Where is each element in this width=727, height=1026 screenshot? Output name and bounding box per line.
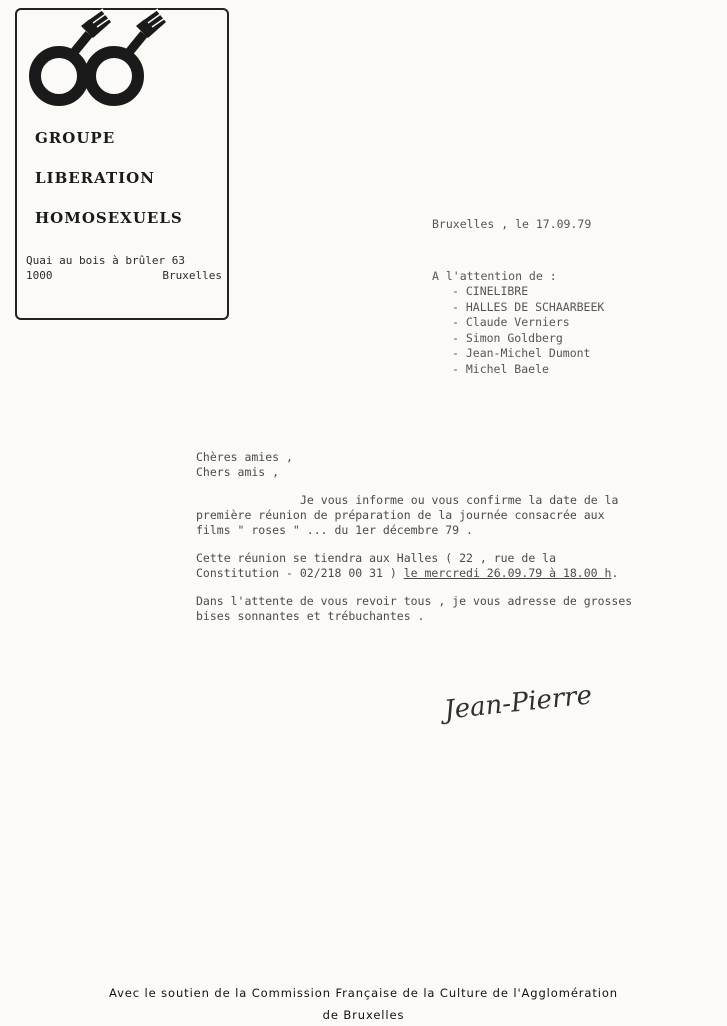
organization-name — [35, 118, 183, 238]
recipient-item: - Claude Verniers — [452, 315, 570, 329]
recipient-item: - Jean-Michel Dumont — [452, 346, 591, 360]
address-city: Bruxelles — [162, 269, 222, 282]
salutation-line-1: Chères amies , — [196, 450, 293, 464]
letterhead-box — [15, 8, 229, 320]
address-street-row — [26, 253, 222, 268]
org-name-line-2 — [35, 158, 183, 198]
recipient-item: - HALLES DE SCHAARBEEK — [452, 299, 605, 314]
body-paragraph-3: Dans l'attente de vous revoir tous , je vous adresse de grosses bises sonnantes et trébuchantes . — [196, 594, 633, 623]
org-name-word: HOMOSEXUELS — [35, 209, 183, 227]
address-street: Quai au bois à brûler 63 — [26, 254, 185, 267]
attention-block — [432, 268, 604, 377]
paragraph-2-end: . — [611, 566, 619, 580]
org-name-word: LIBERATION — [35, 169, 155, 187]
body-paragraph-1: Je vous informe ou vous confirme la date de la première réunion de préparation de la journée consacrée aux films " roses " ... du 1er décembre 79 . — [196, 493, 619, 537]
organization-address — [26, 253, 222, 283]
meeting-date-underlined: le mercredi 26.09.79 à 18.00 h — [403, 566, 612, 580]
address-postcode: 1000 — [26, 269, 53, 282]
date-line: Bruxelles , le 17.09.79 — [432, 217, 592, 231]
salutation-line-2: Chers amis , — [196, 465, 280, 479]
footer-line-1: Avec le soutien de la Commission Française de la Culture de l'Agglomération — [108, 986, 618, 1000]
handwritten-signature: Jean-Pierre — [442, 680, 594, 726]
recipient-item: - Simon Goldberg — [452, 330, 563, 345]
recipient-item: - CINELIBRE — [452, 284, 529, 298]
two-interlocked-rings-with-raised-fists-icon — [19, 6, 179, 110]
paragraph-2-text: Cette réunion se tiendra aux Halles ( 22 , rue de la Constitution - 02/218 00 31 ) — [196, 551, 557, 580]
attention-title: A l'attention de : — [432, 269, 557, 283]
recipient-item: - Michel Baele — [452, 361, 549, 376]
footer-line-2: de Bruxelles — [322, 1008, 405, 1022]
footer-sponsor-note — [0, 982, 727, 1026]
recipient-list — [432, 284, 604, 377]
org-name-line-3 — [35, 198, 183, 238]
org-name-word: GROUPE — [35, 129, 116, 147]
letter-body — [196, 450, 636, 624]
org-name-line-1 — [35, 118, 183, 158]
address-city-row — [26, 268, 222, 283]
body-paragraph-2 — [196, 551, 636, 581]
